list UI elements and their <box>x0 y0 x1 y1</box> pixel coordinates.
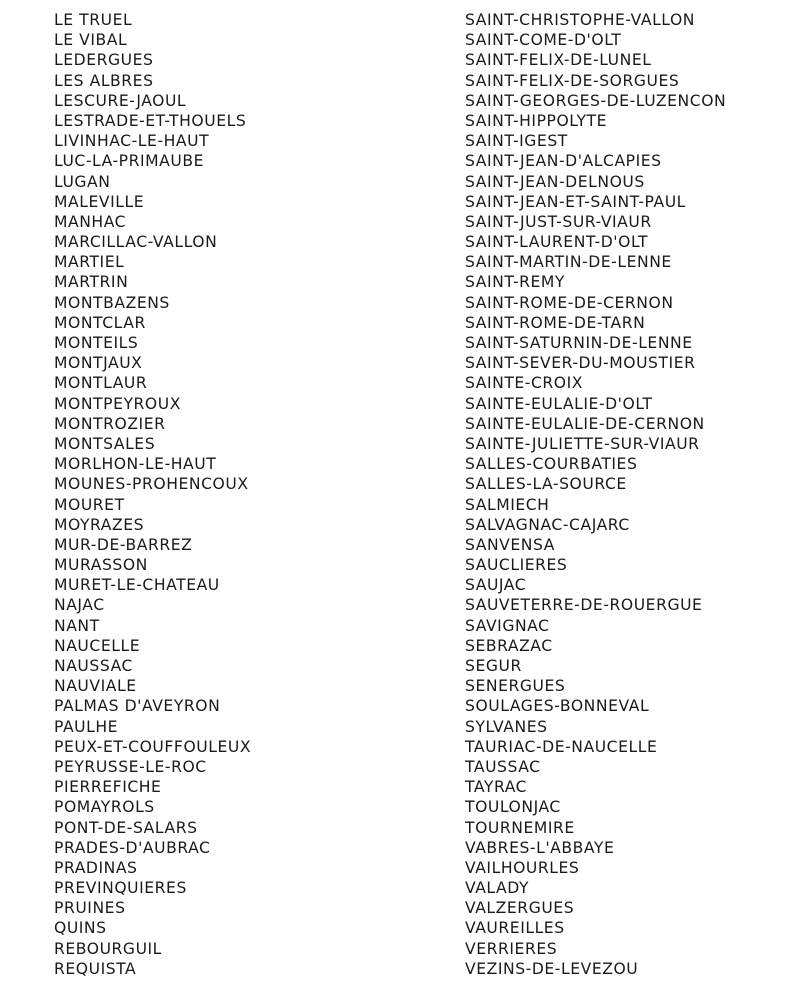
list-item: VAILHOURLES <box>465 858 580 877</box>
commune-list-left-column <box>54 10 251 979</box>
list-item: SAINT-JEAN-D'ALCAPIES <box>465 152 662 171</box>
list-item: MARCILLAC-VALLON <box>54 233 218 252</box>
list-item: SAINT-ROME-DE-CERNON <box>465 293 674 312</box>
list-item: SALMIECH <box>465 495 550 514</box>
list-item: SAINT-GEORGES-DE-LUZENCON <box>465 91 727 110</box>
list-item: SANVENSA <box>465 535 555 554</box>
list-item: PEYRUSSE-LE-ROC <box>54 757 207 776</box>
list-item: SAINT-ROME-DE-TARN <box>465 313 646 332</box>
list-item: SAINT-JEAN-ET-SAINT-PAUL <box>465 192 686 211</box>
list-item: PRADES-D'AUBRAC <box>54 838 211 857</box>
list-item: NAUVIALE <box>54 677 137 696</box>
list-item: SAINT-LAURENT-D'OLT <box>465 233 649 252</box>
list-item: VAUREILLES <box>465 919 565 938</box>
list-item: SEBRAZAC <box>465 636 553 655</box>
list-item: LEDERGUES <box>54 51 154 70</box>
list-item: NAUCELLE <box>54 636 141 655</box>
list-item: PEUX-ET-COUFFOULEUX <box>54 737 252 756</box>
list-item: MONTJAUX <box>54 354 143 373</box>
list-item: MONTROZIER <box>54 414 166 433</box>
list-item: SAUJAC <box>465 576 527 595</box>
list-item: LUGAN <box>54 172 111 191</box>
list-item: SAINTE-EULALIE-DE-CERNON <box>465 414 705 433</box>
list-item: PONT-DE-SALARS <box>54 818 198 837</box>
list-item: MUR-DE-BARREZ <box>54 535 193 554</box>
list-item: PREVINQUIERES <box>54 879 187 898</box>
list-item: MURASSON <box>54 556 148 575</box>
list-item: QUINS <box>54 919 107 938</box>
list-item: TOURNEMIRE <box>465 818 575 837</box>
list-item: PAULHE <box>54 717 119 736</box>
list-item: NAUSSAC <box>54 657 133 675</box>
list-item: PALMAS D'AVEYRON <box>54 697 221 716</box>
list-item: SALLES-COURBATIES <box>465 455 638 474</box>
list-item: TOULONJAC <box>465 798 561 817</box>
list-item: SEGUR <box>465 657 522 675</box>
list-item: SAINT-SATURNIN-DE-LENNE <box>465 334 693 352</box>
list-item: SAVIGNAC <box>465 616 550 635</box>
list-item: LESTRADE-ET-THOUELS <box>54 111 247 130</box>
list-item: MONTLAUR <box>54 374 148 393</box>
list-item: SAINT-CHRISTOPHE-VALLON <box>465 11 696 29</box>
list-item: TAURIAC-DE-NAUCELLE <box>465 737 658 756</box>
list-item: SAINTE-CROIX <box>465 374 584 393</box>
list-item: MOYRAZES <box>54 515 145 534</box>
list-item: PRUINES <box>54 899 126 918</box>
list-item: SAINT-SEVER-DU-MOUSTIER <box>465 354 696 373</box>
list-item: REQUISTA <box>54 959 137 978</box>
list-item: SAINT-REMY <box>465 273 566 292</box>
list-item: MALEVILLE <box>54 192 145 211</box>
list-item: SOULAGES-BONNEVAL <box>465 697 650 716</box>
commune-list-right-column <box>465 10 726 979</box>
list-item: SAINT-COME-D'OLT <box>465 31 622 50</box>
list-item: SYLVANES <box>465 717 548 736</box>
list-item: MARTIEL <box>54 253 125 272</box>
list-item: MANHAC <box>54 212 127 231</box>
list-item: MURET-LE-CHATEAU <box>54 576 220 595</box>
list-item: MARTRIN <box>54 273 129 292</box>
list-item: VEZINS-DE-LEVEZOU <box>465 959 639 978</box>
list-item: LES ALBRES <box>54 71 154 90</box>
list-item: LESCURE-JAOUL <box>54 91 187 110</box>
list-item: SENERGUES <box>465 677 566 696</box>
list-item: NANT <box>54 616 100 635</box>
list-item: MONTCLAR <box>54 313 146 332</box>
list-item: SAINT-MARTIN-DE-LENNE <box>465 253 672 272</box>
list-item: TAUSSAC <box>465 757 541 776</box>
list-item: TAYRAC <box>465 778 528 797</box>
list-item: LIVINHAC-LE-HAUT <box>54 132 210 151</box>
list-item: NAJAC <box>54 596 105 615</box>
list-item: REBOURGUIL <box>54 939 162 958</box>
list-item: SAINTE-JULIETTE-SUR-VIAUR <box>465 434 700 453</box>
list-item: LE TRUEL <box>54 11 133 29</box>
list-item: MONTBAZENS <box>54 293 170 312</box>
list-item: PIERREFICHE <box>54 778 162 797</box>
list-item: MORLHON-LE-HAUT <box>54 455 217 474</box>
list-item: LUC-LA-PRIMAUBE <box>54 152 205 171</box>
list-item: SAUVETERRE-DE-ROUERGUE <box>465 596 703 615</box>
list-item: MONTEILS <box>54 334 139 352</box>
list-item: SAUCLIERES <box>465 556 568 575</box>
list-item: LE VIBAL <box>54 31 128 50</box>
list-item: VALADY <box>465 879 530 898</box>
list-item: SALVAGNAC-CAJARC <box>465 515 630 534</box>
list-item: SAINT-JEAN-DELNOUS <box>465 172 645 191</box>
list-item: VABRES-L'ABBAYE <box>465 838 615 857</box>
list-item: SAINT-HIPPOLYTE <box>465 111 608 130</box>
list-item: MOUNES-PROHENCOUX <box>54 475 249 494</box>
list-item: SAINT-JUST-SUR-VIAUR <box>465 212 652 231</box>
list-item: SAINT-FELIX-DE-LUNEL <box>465 51 652 70</box>
list-item: PRADINAS <box>54 858 138 877</box>
list-item: SALLES-LA-SOURCE <box>465 475 627 494</box>
list-item: MOURET <box>54 495 125 514</box>
list-item: MONTSALES <box>54 434 156 453</box>
list-item: POMAYROLS <box>54 798 155 817</box>
list-item: VALZERGUES <box>465 899 575 918</box>
list-item: SAINT-IGEST <box>465 132 568 151</box>
list-item: MONTPEYROUX <box>54 394 181 413</box>
list-item: VERRIERES <box>465 939 558 958</box>
list-item: SAINTE-EULALIE-D'OLT <box>465 394 653 413</box>
list-item: SAINT-FELIX-DE-SORGUES <box>465 71 680 90</box>
